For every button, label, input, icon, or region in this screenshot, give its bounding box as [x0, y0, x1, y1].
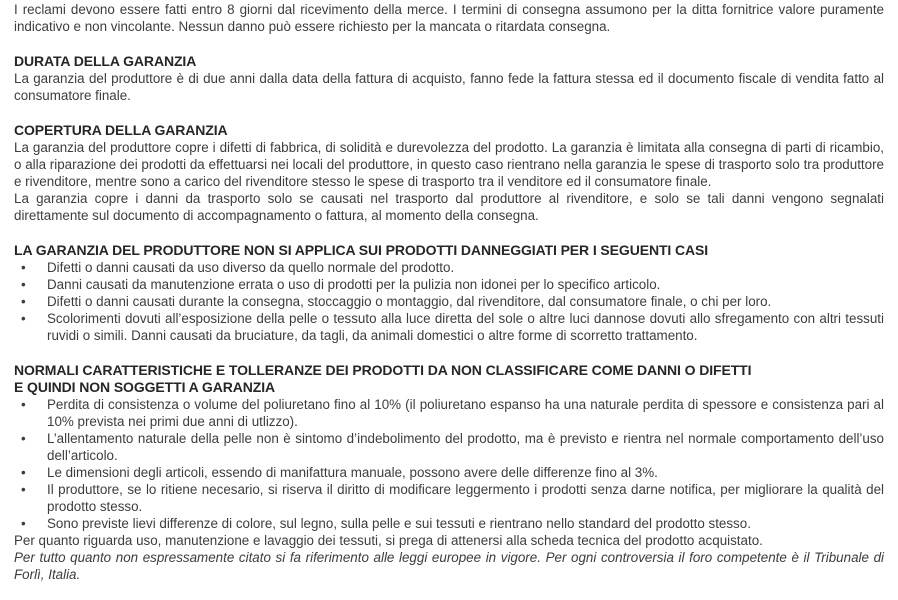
list-item-text: Danni causati da manutenzione errata o uso di prodotti per la pulizia non idonei per lo specifico articolo.: [47, 277, 661, 292]
section-warranty-coverage: [14, 122, 884, 224]
paragraph: La garanzia copre i danni da trasporto solo se causati nel trasporto dal produttore al rivenditore, e solo se tali danni vengono segnalati direttamente sul documento di accompagnamento o fattura, al momento della consegna.: [14, 191, 884, 223]
paragraph: La garanzia del produttore è di due anni dalla data della fattura di acquisto, fanno fede la fattura stessa ed il documento fiscale di vendita fatto al consumatore finale.: [14, 71, 884, 103]
list-item: [14, 396, 884, 430]
bullet-icon: •: [21, 311, 26, 326]
section-warranty-exclusions: [14, 242, 884, 344]
heading-line: E QUINDI NON SOGGETTI A GARANZIA: [14, 379, 275, 395]
list-item-text: Scolorimenti dovuti all’esposizione della pelle o tessuto alla luce diretta del sole o altre luci dannose dovuti allo sfregamento con altri tessuti ruvidi o simili. Danni causati da bruciature, da tagli, da animali domestici o altre forme di scorretto trattamento.: [47, 311, 884, 343]
bullet-icon: •: [21, 482, 26, 497]
exclusions-list: [14, 259, 884, 344]
list-item-text: Sono previste lievi differenze di colore, sul legno, sulla pelle e sui tessuti e rientrano nello standard del prodotto stesso.: [47, 516, 751, 531]
list-item-text: Il produttore, se lo ritiene necesario, si riserva il diritto di modificare leggermento i prodotti senza darne notifica, per migliorare la qualità del prodotto stesso.: [47, 482, 884, 514]
list-item: [14, 464, 884, 481]
list-item: [14, 259, 884, 276]
legal-note-italic: Per tutto quanto non espressamente citato si fa riferimento alle leggi europee in vigore. Per ogni controversia il foro competente è il Tribunale di Forlì, Italia.: [14, 550, 884, 582]
closing-paragraph: Per quanto riguarda uso, manutenzione e lavaggio dei tessuti, si prega di attenersi alla scheda tecnica del prodotto acquistato.: [14, 533, 763, 548]
section-warranty-duration: [14, 53, 884, 104]
list-item: [14, 430, 884, 464]
bullet-icon: •: [21, 260, 26, 275]
heading-line: NORMALI CARATTERISTICHE E TOLLERANZE DEI PRODOTTI DA NON CLASSIFICARE COME DANNI O DIFETTI: [14, 362, 752, 378]
section-heading-esclusioni: LA GARANZIA DEL PRODUTTORE NON SI APPLICA SUI PRODOTTI DANNEGGIATI PER I SEGUENTI CASI: [14, 242, 709, 258]
section-heading-copertura: COPERTURA DELLA GARANZIA: [14, 122, 228, 138]
section-normal-characteristics: [14, 362, 884, 583]
section-heading-tolleranze: [14, 362, 884, 396]
list-item: [14, 276, 884, 293]
bullet-icon: •: [21, 294, 26, 309]
bullet-icon: •: [21, 277, 26, 292]
bullet-icon: •: [21, 516, 26, 531]
bullet-icon: •: [21, 465, 26, 480]
list-item-text: L’allentamento naturale della pelle non è sintomo d’indebolimento del prodotto, ma è previsto e rientra nel normale comportamento dell’uso dell’articolo.: [47, 431, 884, 463]
list-item-text: Le dimensioni degli articoli, essendo di manifattura manuale, possono avere delle differenze fino al 3%.: [47, 465, 658, 480]
bullet-icon: •: [21, 431, 26, 446]
paragraph: La garanzia del produttore copre i difetti di fabbrica, di solidità e durevolezza del prodotto. La garanzia è limitata alla consegna di parti di ricambio, o alla riparazione dei prodotti da effettuarsi nei locali del produttore, in questo caso rientrano nella garanzia le spese di trasporto solo tra produttore e rivenditore, mentre sono a carico del rivenditore stesso le spese di trasporto tra il venditore ed il consumatore finale.: [14, 140, 884, 189]
tolerances-list: [14, 396, 884, 532]
intro-paragraph: I reclami devono essere fatti entro 8 giorni dal ricevimento della merce. I termini di consegna assumono per la ditta fornitrice valore puramente indicativo e non vincolante. Nessun danno può essere richiesto per la mancata o ritardata consegna.: [14, 2, 884, 34]
list-item-text: Difetti o danni causati da uso diverso da quello normale del prodotto.: [47, 260, 455, 275]
list-item-text: Perdita di consistenza o volume del poliuretano fino al 10% (il poliuretano espanso ha una naturale perdita di spessore e consistenza pari al 10% prevista nei primi due anni di utlizzo).: [47, 397, 884, 429]
bullet-icon: •: [21, 397, 26, 412]
list-item: [14, 310, 884, 344]
list-item: [14, 515, 884, 532]
list-item-text: Difetti o danni causati durante la consegna, stoccaggio o montaggio, dal rivenditore, dal consumatore finale, o chi per loro.: [47, 294, 772, 309]
section-heading-durata: DURATA DELLA GARANZIA: [14, 53, 197, 69]
list-item: [14, 293, 884, 310]
list-item: [14, 481, 884, 515]
